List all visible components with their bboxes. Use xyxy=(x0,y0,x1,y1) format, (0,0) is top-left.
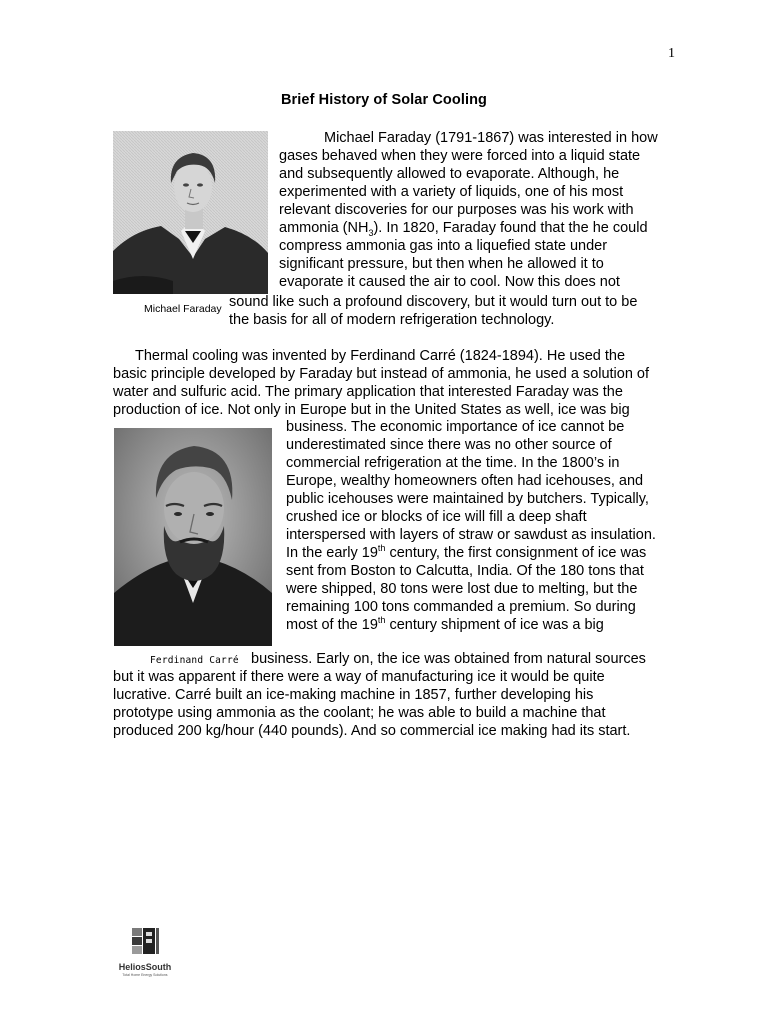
carre-paragraph-line: production of ice. Not only in Europe but in the United States as well, ice was big xyxy=(113,402,630,418)
carre-paragraph-line: business. Early on, the ice was obtained from natural sources xyxy=(251,651,646,667)
faraday-paragraph-line: the basis for all of modern refrigeration technology. xyxy=(229,312,555,328)
carre-paragraph-text: century, the first consignment of ice was xyxy=(389,545,647,561)
carre-paragraph-line: prototype using ammonia as the coolant; he was able to build a machine that xyxy=(113,705,606,721)
faraday-paragraph-line: Michael Faraday (1791-1867) was interested in how xyxy=(324,130,658,146)
ammonia-suffix: ). xyxy=(373,220,387,236)
heliossouth-logo xyxy=(114,926,176,980)
th-superscript: th xyxy=(377,543,386,554)
faraday-paragraph-line: gases behaved when they were forced into a liquid state xyxy=(279,148,641,164)
carre-paragraph-line: basic principle developed by Faraday but instead of ammonia, he used a solution of xyxy=(113,366,650,382)
logo-name: HeliosSouth xyxy=(118,962,172,972)
th-superscript: th xyxy=(377,615,386,626)
faraday-paragraph-line: significant pressure, but then when he allowed it to xyxy=(279,256,604,272)
carre-paragraph-line: were shipped, 80 tons were lost due to melting, but the xyxy=(286,581,638,597)
carre-paragraph-line: underestimated since there was no other source of xyxy=(286,437,612,453)
carre-paragraph-line: commercial refrigeration at the time. In the 1800’s in xyxy=(286,455,620,471)
faraday-paragraph-text: In 1820, Faraday found that the he could xyxy=(386,220,648,236)
carre-paragraph-line: public icehouses were maintained by butchers. Typically, xyxy=(286,491,649,507)
faraday-paragraph-line: evaporate it caused the air to cool. Now this does not xyxy=(279,274,620,290)
faraday-paragraph-line: experimented with a variety of liquids, one of his most xyxy=(279,184,624,200)
early-prefix: In the early 19 xyxy=(286,545,378,561)
faraday-paragraph-line: compress ammonia gas into a liquefied state under xyxy=(279,238,608,254)
faraday-caption: Michael Faraday xyxy=(144,303,222,315)
carre-paragraph-line: water and sulfuric acid. The primary application that interested Faraday was the xyxy=(113,384,623,400)
carre-paragraph-line: remaining 100 tons commanded a premium. So during xyxy=(286,599,636,615)
most-prefix: most of the 19 xyxy=(286,617,378,633)
carre-paragraph-line: but it was apparent if there were a way of manufacturing ice it would be quite xyxy=(113,669,605,685)
carre-paragraph-line: Europe, wealthy homeowners often had icehouses, and xyxy=(286,473,644,489)
logo-mark-icon xyxy=(114,926,176,962)
carre-paragraph-line: produced 200 kg/hour (440 pounds). And so commercial ice making had its start. xyxy=(113,723,631,739)
carre-paragraph-text: century shipment of ice was a big xyxy=(389,617,604,633)
carre-paragraph-line: interspersed with layers of straw or sawdust as insulation. xyxy=(286,527,656,543)
faraday-paragraph-line: relevant discoveries for our purposes was his work with xyxy=(279,202,634,218)
carre-paragraph-line: lucrative. Carré built an ice-making machine in 1857, further developing his xyxy=(113,687,594,703)
ammonia-prefix: ammonia (NH xyxy=(279,220,369,236)
faraday-paragraph-line: and subsequently allowed to evaporate. Although, he xyxy=(279,166,620,182)
carre-paragraph-line: sent from Boston to Calcutta, India. Of the 180 tons that xyxy=(286,563,644,579)
carre-paragraph-line: business. The economic importance of ice cannot be xyxy=(286,419,625,435)
logo-tagline: Total Home Energy Solutions xyxy=(122,973,168,977)
carre-caption: Ferdinand Carré xyxy=(150,655,239,666)
faraday-paragraph-line xyxy=(279,219,648,237)
carre-paragraph-line: crushed ice or blocks of ice will fill a deep shaft xyxy=(286,509,587,525)
carre-paragraph-line: Thermal cooling was invented by Ferdinand Carré (1824-1894). He used the xyxy=(135,348,626,364)
faraday-portrait xyxy=(113,131,268,294)
carre-portrait xyxy=(114,428,272,646)
carre-paragraph-line xyxy=(286,616,604,634)
carre-paragraph-line xyxy=(286,544,646,562)
ammonia-subscript: 3 xyxy=(368,227,374,238)
page-number: 1 xyxy=(668,46,675,61)
document-title: Brief History of Solar Cooling xyxy=(280,92,487,108)
faraday-paragraph-line: sound like such a profound discovery, but it would turn out to be xyxy=(229,294,638,310)
